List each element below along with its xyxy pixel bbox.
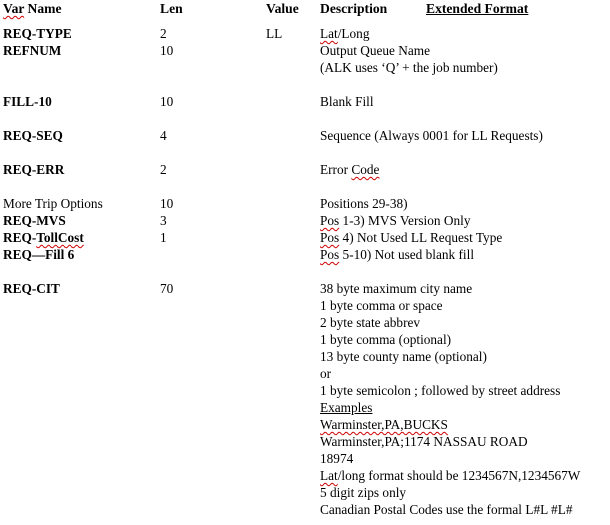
req-mvs-desc-rest: 1-3) MVS Version Only <box>339 213 471 228</box>
req-seq-var: REQ-SEQ <box>3 128 63 143</box>
req-err-desc <box>320 161 379 178</box>
req-fill6-desc-rest: 5-10) Not used blank fill <box>339 247 475 262</box>
req-cit-latlong-note <box>320 467 580 484</box>
req-type-desc-lat: Lat <box>320 26 338 41</box>
req-err-desc-error: Error <box>320 162 352 177</box>
req-cit-len: 70 <box>160 281 174 296</box>
fill-10-desc: Blank Fill <box>320 94 374 109</box>
more-trip-options-len: 10 <box>160 196 174 211</box>
req-err-desc-code: Code <box>351 162 380 177</box>
req-tollcost-var-word: TollCost <box>36 230 84 245</box>
req-fill6-desc <box>320 246 474 263</box>
req-cit-line-6: or <box>320 366 332 381</box>
req-cit-example-3: 18974 <box>320 451 354 466</box>
header-var-word: Var <box>3 1 25 16</box>
req-cit-line-3: 2 byte state abbrev <box>320 315 421 330</box>
more-trip-options-var: More Trip Options <box>3 196 103 211</box>
req-mvs-len: 3 <box>160 213 167 228</box>
req-cit-zip-note: 5 digit zips only <box>320 485 407 500</box>
req-seq-desc: Sequence (Always 0001 for LL Requests) <box>320 128 543 143</box>
req-cit-canadian-note: Canadian Postal Codes use the formal L#L #L# <box>320 502 573 517</box>
req-cit-line-7: 1 byte semicolon ; followed by street address <box>320 383 561 398</box>
req-cit-example-2: Warminster,PA;1174 NASSAU ROAD <box>320 434 528 449</box>
header-name-word: Name <box>24 1 62 16</box>
refnum-var: REFNUM <box>3 43 62 58</box>
refnum-desc-line1: Output Queue Name <box>320 43 431 58</box>
req-cit-var: REQ-CIT <box>3 281 60 296</box>
req-cit-example-1-text: Warminster,PA,BUCKS <box>320 417 448 432</box>
req-cit-line-5: 13 byte county name (optional) <box>320 349 487 364</box>
header-var-name <box>3 0 62 17</box>
req-cit-example-1 <box>320 416 448 433</box>
req-seq-len: 4 <box>160 128 167 143</box>
req-cit-latlong-lat: Lat <box>320 468 338 483</box>
req-fill6-var: REQ—Fill 6 <box>3 247 75 262</box>
req-tollcost-var <box>3 229 84 246</box>
req-type-var: REQ-TYPE <box>3 26 72 41</box>
header-value: Value <box>266 1 299 16</box>
req-tollcost-var-prefix: REQ- <box>3 230 37 245</box>
refnum-desc-line2: (ALK uses ‘Q’ + the job number) <box>320 60 498 75</box>
req-fill6-desc-pos: Pos <box>320 247 340 262</box>
fill-10-len: 10 <box>160 94 174 109</box>
req-tollcost-desc-pos: Pos <box>320 230 340 245</box>
req-type-desc-long: /Long <box>337 26 370 41</box>
req-mvs-desc-pos: Pos <box>320 213 340 228</box>
req-type-desc <box>320 25 369 42</box>
req-tollcost-desc <box>320 229 502 246</box>
header-description: Description <box>320 1 388 16</box>
req-cit-line-4: 1 byte comma (optional) <box>320 332 452 347</box>
req-type-len: 2 <box>160 26 167 41</box>
req-mvs-var: REQ-MVS <box>3 213 66 228</box>
req-cit-line-1: 38 byte maximum city name <box>320 281 473 296</box>
req-tollcost-desc-rest: 4) Not Used LL Request Type <box>339 230 503 245</box>
req-err-len: 2 <box>160 162 167 177</box>
req-cit-line-2: 1 byte comma or space <box>320 298 443 313</box>
header-extended-format: Extended Format <box>426 1 529 16</box>
more-trip-options-desc: Positions 29-38) <box>320 196 408 211</box>
header-len: Len <box>160 1 183 16</box>
refnum-len: 10 <box>160 43 174 58</box>
req-err-var: REQ-ERR <box>3 162 65 177</box>
req-cit-latlong-rest: /long format should be 1234567N,1234567W <box>337 468 581 483</box>
fill-10-var: FILL-10 <box>3 94 52 109</box>
req-cit-examples-heading: Examples <box>320 400 373 415</box>
req-type-value: LL <box>266 26 283 41</box>
req-mvs-desc <box>320 212 470 229</box>
req-tollcost-len: 1 <box>160 230 167 245</box>
